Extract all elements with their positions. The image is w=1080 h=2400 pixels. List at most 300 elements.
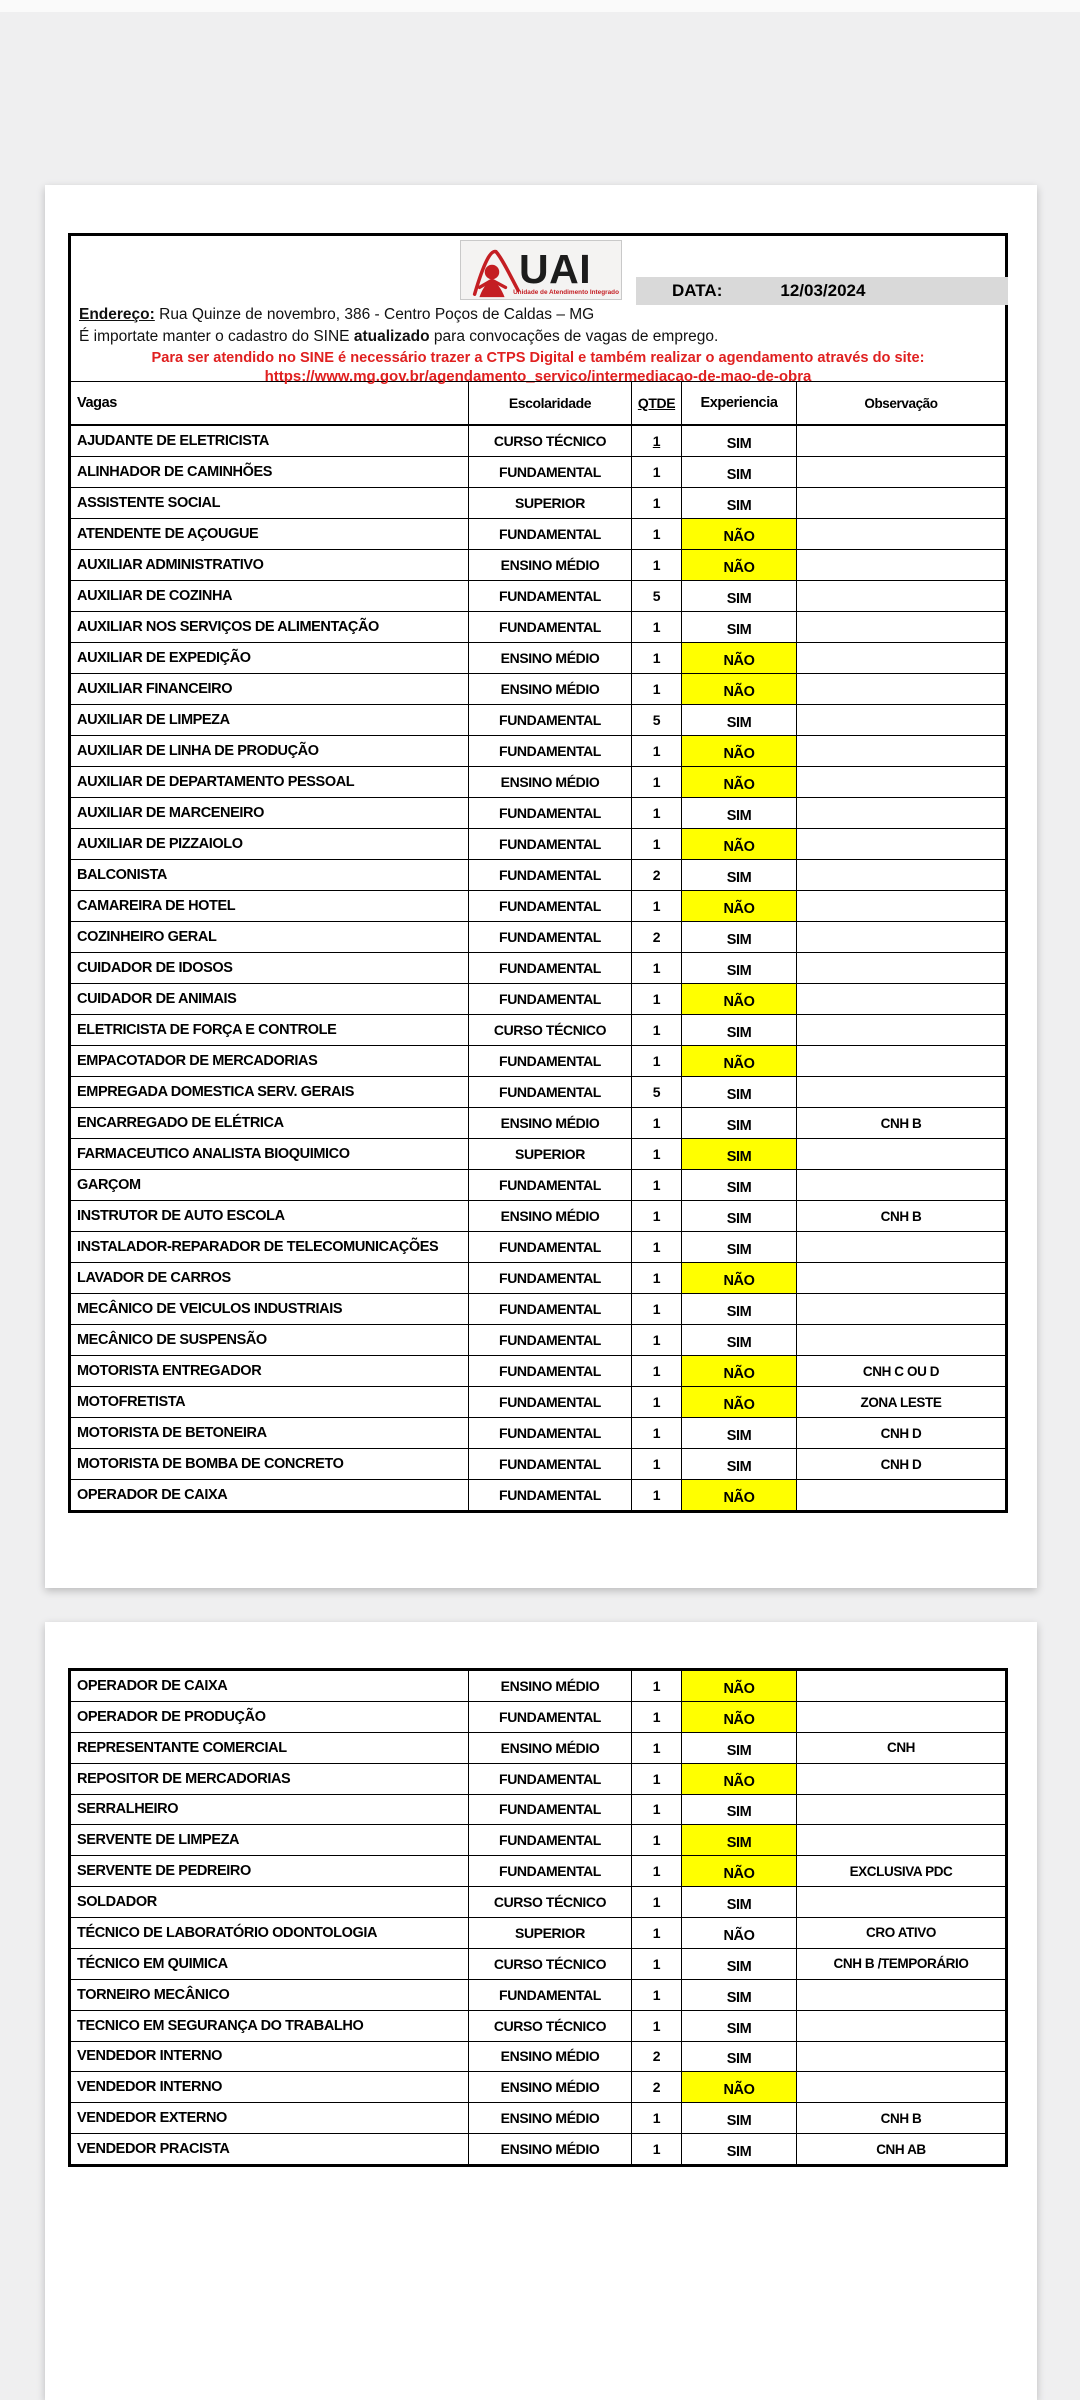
table-row — [71, 456, 1005, 487]
vacancy-name: CAMAREIRA DE HOTEL — [71, 891, 469, 921]
experience-cell: SIM — [682, 1201, 797, 1231]
address-label: Endereço: — [79, 306, 155, 323]
table-row — [71, 1262, 1005, 1293]
observation-cell: CRO ATIVO — [866, 1925, 936, 1941]
quantity-cell: 1 — [632, 1733, 682, 1763]
experience-cell: SIM — [682, 922, 797, 952]
vacancy-name: SERRALHEIRO — [71, 1795, 469, 1825]
table-row — [71, 642, 1005, 673]
quantity-cell: 1 — [632, 1356, 682, 1386]
experience-cell: SIM — [682, 860, 797, 890]
vacancy-name: SOLDADOR — [71, 1887, 469, 1917]
experience-cell: SIM — [682, 2011, 797, 2041]
uai-logo-tagline: Unidade de Atendimento Integrado — [513, 289, 619, 296]
education-cell: FUNDAMENTAL — [469, 984, 632, 1014]
vacancy-name: ASSISTENTE SOCIAL — [71, 488, 469, 518]
observation-cell — [797, 643, 1005, 673]
observation-cell — [797, 705, 1005, 735]
education-cell: FUNDAMENTAL — [469, 1418, 632, 1448]
quantity-cell: 1 — [632, 891, 682, 921]
observation-cell — [797, 1980, 1005, 2010]
observation-cell — [797, 829, 1005, 859]
observation-cell — [797, 1764, 1005, 1794]
education-cell: ENSINO MÉDIO — [469, 2134, 632, 2164]
quantity-cell: 1 — [632, 1856, 682, 1886]
observation-cell — [797, 519, 1005, 549]
table-row — [71, 1076, 1005, 1107]
experience-cell: SIM — [682, 612, 797, 642]
quantity-cell: 1 — [632, 1825, 682, 1855]
experience-cell: SIM — [682, 1108, 797, 1138]
education-cell: FUNDAMENTAL — [469, 1232, 632, 1262]
experience-cell: NÃO — [682, 891, 797, 921]
education-cell: ENSINO MÉDIO — [469, 2072, 632, 2102]
table-row — [71, 673, 1005, 704]
education-cell: CURSO TÉCNICO — [469, 1887, 632, 1917]
vacancy-name: COZINHEIRO GERAL — [71, 922, 469, 952]
quantity-cell: 1 — [632, 1108, 682, 1138]
observation-cell — [797, 736, 1005, 766]
vacancy-name: MOTORISTA DE BOMBA DE CONCRETO — [71, 1449, 469, 1479]
vacancy-name: VENDEDOR INTERNO — [71, 2042, 469, 2072]
experience-cell: NÃO — [682, 519, 797, 549]
education-cell: FUNDAMENTAL — [469, 1046, 632, 1076]
vacancy-name: LAVADOR DE CARROS — [71, 1263, 469, 1293]
quantity-cell: 1 — [632, 1949, 682, 1979]
vacancy-name: MOTOFRETISTA — [71, 1387, 469, 1417]
education-cell: ENSINO MÉDIO — [469, 2042, 632, 2072]
quantity-cell: 1 — [632, 1480, 682, 1510]
experience-cell: SIM — [682, 1294, 797, 1324]
experience-cell: NÃO — [682, 736, 797, 766]
table-row — [71, 1948, 1005, 1979]
experience-cell: NÃO — [682, 767, 797, 797]
table-row — [71, 1732, 1005, 1763]
observation-cell — [797, 1825, 1005, 1855]
quantity-cell: 1 — [632, 1918, 682, 1948]
vacancy-name: TECNICO EM SEGURANÇA DO TRABALHO — [71, 2011, 469, 2041]
vacancy-name: INSTRUTOR DE AUTO ESCOLA — [71, 1201, 469, 1231]
observation-cell — [797, 550, 1005, 580]
education-cell: FUNDAMENTAL — [469, 1856, 632, 1886]
quantity-cell: 1 — [632, 426, 682, 456]
quantity-cell: 1 — [632, 1418, 682, 1448]
education-cell: FUNDAMENTAL — [469, 891, 632, 921]
experience-cell: NÃO — [682, 1387, 797, 1417]
observation-cell: CNH B /TEMPORÁRIO — [833, 1956, 969, 1972]
quantity-cell: 1 — [632, 1201, 682, 1231]
experience-cell: NÃO — [682, 674, 797, 704]
education-cell: FUNDAMENTAL — [469, 953, 632, 983]
education-cell: SUPERIOR — [469, 488, 632, 518]
education-cell: CURSO TÉCNICO — [469, 426, 632, 456]
quantity-cell: 1 — [632, 2011, 682, 2041]
experience-cell: SIM — [682, 1139, 797, 1169]
education-cell: FUNDAMENTAL — [469, 1387, 632, 1417]
education-cell: ENSINO MÉDIO — [469, 1671, 632, 1701]
education-cell: ENSINO MÉDIO — [469, 767, 632, 797]
education-cell: FUNDAMENTAL — [469, 1825, 632, 1855]
vacancy-name: REPOSITOR DE MERCADORIAS — [71, 1764, 469, 1794]
vacancies-table-page2 — [68, 1668, 1008, 2167]
vacancy-name: SERVENTE DE PEDREIRO — [71, 1856, 469, 1886]
table-row — [71, 766, 1005, 797]
quantity-cell: 1 — [632, 519, 682, 549]
observation-cell — [797, 1139, 1005, 1169]
table-row — [71, 1045, 1005, 1076]
document-header — [71, 236, 1005, 385]
experience-cell: SIM — [682, 2103, 797, 2133]
experience-cell: NÃO — [682, 829, 797, 859]
quantity-cell: 1 — [632, 1980, 682, 2010]
experience-cell: SIM — [682, 1733, 797, 1763]
col-header-observacao: Observação — [864, 395, 938, 411]
observation-cell — [797, 1077, 1005, 1107]
experience-cell: SIM — [682, 2134, 797, 2164]
table-row — [71, 1014, 1005, 1045]
table-row — [71, 828, 1005, 859]
quantity-cell: 1 — [632, 1015, 682, 1045]
education-cell: FUNDAMENTAL — [469, 705, 632, 735]
quantity-cell: 1 — [632, 674, 682, 704]
document-page-1 — [45, 185, 1037, 1588]
education-cell: FUNDAMENTAL — [469, 922, 632, 952]
quantity-cell: 1 — [632, 1294, 682, 1324]
col-header-vagas: Vagas — [71, 382, 469, 424]
education-cell: FUNDAMENTAL — [469, 1702, 632, 1732]
education-cell: CURSO TÉCNICO — [469, 2011, 632, 2041]
quantity-cell: 1 — [632, 550, 682, 580]
vacancy-name: AUXILIAR DE COZINHA — [71, 581, 469, 611]
experience-cell: SIM — [682, 2042, 797, 2072]
experience-cell: SIM — [682, 798, 797, 828]
vacancy-name: TÉCNICO EM QUIMICA — [71, 1949, 469, 1979]
table-row — [71, 1855, 1005, 1886]
observation-cell: EXCLUSIVA PDC — [849, 1863, 953, 1879]
education-cell: CURSO TÉCNICO — [469, 1015, 632, 1045]
vacancy-name: OPERADOR DE PRODUÇÃO — [71, 1702, 469, 1732]
vacancy-name: OPERADOR DE CAIXA — [71, 1480, 469, 1510]
vacancy-name: ATENDENTE DE AÇOUGUE — [71, 519, 469, 549]
quantity-cell: 1 — [632, 767, 682, 797]
experience-cell: SIM — [682, 1325, 797, 1355]
quantity-cell: 1 — [632, 2134, 682, 2164]
quantity-cell: 1 — [632, 1046, 682, 1076]
quantity-cell: 1 — [632, 457, 682, 487]
table-row — [71, 1701, 1005, 1732]
quantity-cell: 5 — [632, 705, 682, 735]
vacancy-name: EMPREGADA DOMESTICA SERV. GERAIS — [71, 1077, 469, 1107]
experience-cell: SIM — [682, 1949, 797, 1979]
quantity-cell: 1 — [632, 953, 682, 983]
observation-cell — [797, 922, 1005, 952]
observation-cell — [797, 891, 1005, 921]
vacancy-name: SERVENTE DE LIMPEZA — [71, 1825, 469, 1855]
table-row — [71, 1886, 1005, 1917]
table-row — [71, 1293, 1005, 1324]
experience-cell: SIM — [682, 581, 797, 611]
table-row — [71, 859, 1005, 890]
vacancy-name: AUXILIAR DE LINHA DE PRODUÇÃO — [71, 736, 469, 766]
observation-cell — [797, 1702, 1005, 1732]
education-cell: FUNDAMENTAL — [469, 1356, 632, 1386]
vacancy-name: AUXILIAR NOS SERVIÇOS DE ALIMENTAÇÃO — [71, 612, 469, 642]
table-row — [71, 1448, 1005, 1479]
table-row — [71, 1324, 1005, 1355]
table-row — [71, 518, 1005, 549]
quantity-cell: 2 — [632, 860, 682, 890]
education-cell: FUNDAMENTAL — [469, 860, 632, 890]
date-label: DATA: — [672, 281, 723, 300]
col-header-experiencia: Experiencia — [682, 382, 797, 424]
table-row — [71, 704, 1005, 735]
observation-cell: CNH B — [880, 2110, 922, 2126]
table-row — [71, 983, 1005, 1014]
vacancy-name: VENDEDOR PRACISTA — [71, 2134, 469, 2164]
quantity-cell: 1 — [632, 2103, 682, 2133]
observation-cell: CNH D — [880, 1456, 922, 1472]
quantity-cell: 1 — [632, 1139, 682, 1169]
quantity-cell: 1 — [632, 612, 682, 642]
experience-cell: SIM — [682, 1077, 797, 1107]
education-cell: FUNDAMENTAL — [469, 1170, 632, 1200]
info-bold: atualizado — [353, 328, 430, 345]
info-line — [79, 328, 718, 346]
education-cell: FUNDAMENTAL — [469, 1263, 632, 1293]
vacancy-name: OPERADOR DE CAIXA — [71, 1671, 469, 1701]
table-row — [71, 1200, 1005, 1231]
education-cell: ENSINO MÉDIO — [469, 2103, 632, 2133]
table-row — [71, 1479, 1005, 1510]
table-row — [71, 1671, 1005, 1701]
info-post: para convocações de vagas de emprego. — [429, 328, 719, 345]
observation-cell — [797, 953, 1005, 983]
date-bar — [636, 277, 1008, 305]
experience-cell: NÃO — [682, 1046, 797, 1076]
education-cell: FUNDAMENTAL — [469, 1294, 632, 1324]
quantity-cell: 1 — [632, 1702, 682, 1732]
date-value: 12/03/2024 — [780, 281, 866, 300]
table-row — [71, 952, 1005, 983]
table-row — [71, 1824, 1005, 1855]
experience-cell: SIM — [682, 1418, 797, 1448]
education-cell: ENSINO MÉDIO — [469, 1733, 632, 1763]
table-row — [71, 2071, 1005, 2102]
quantity-cell: 1 — [632, 1387, 682, 1417]
experience-cell: NÃO — [682, 1918, 797, 1948]
table-row — [71, 426, 1005, 456]
table-row — [71, 921, 1005, 952]
col-header-escolaridade: Escolaridade — [469, 382, 632, 424]
vacancy-name: AUXILIAR DE LIMPEZA — [71, 705, 469, 735]
education-cell: ENSINO MÉDIO — [469, 674, 632, 704]
vacancy-name: CUIDADOR DE IDOSOS — [71, 953, 469, 983]
observation-cell: CNH D — [880, 1425, 922, 1441]
education-cell: FUNDAMENTAL — [469, 1449, 632, 1479]
vacancy-name: AUXILIAR DE EXPEDIÇÃO — [71, 643, 469, 673]
experience-cell: SIM — [682, 953, 797, 983]
experience-cell: SIM — [682, 1825, 797, 1855]
table-row — [71, 580, 1005, 611]
experience-cell: SIM — [682, 426, 797, 456]
observation-cell: CNH C OU D — [862, 1363, 940, 1379]
experience-cell: SIM — [682, 1980, 797, 2010]
uai-logo-text: UAI — [519, 246, 592, 292]
vacancies-table-page1 — [68, 233, 1008, 1513]
observation-cell — [797, 1325, 1005, 1355]
quantity-cell: 1 — [632, 1671, 682, 1701]
observation-cell: CNH AB — [876, 2141, 926, 2157]
table-row — [71, 611, 1005, 642]
quantity-cell: 1 — [632, 736, 682, 766]
education-cell: FUNDAMENTAL — [469, 1980, 632, 2010]
table-row — [71, 1763, 1005, 1794]
table-row — [71, 735, 1005, 766]
table-row — [71, 1917, 1005, 1948]
quantity-cell: 1 — [632, 1795, 682, 1825]
education-cell: FUNDAMENTAL — [469, 457, 632, 487]
observation-cell — [797, 2072, 1005, 2102]
quantity-cell: 1 — [632, 984, 682, 1014]
ctps-notice: Para ser atendido no SINE é necessário trazer a CTPS Digital e também realizar o agendamento através do site: — [151, 350, 925, 366]
table-row — [71, 2041, 1005, 2072]
observation-cell — [797, 1795, 1005, 1825]
vacancy-name: TÉCNICO DE LABORATÓRIO ODONTOLOGIA — [71, 1918, 469, 1948]
col-header-qtde: QTDE — [632, 382, 682, 424]
observation-cell — [797, 1046, 1005, 1076]
education-cell: FUNDAMENTAL — [469, 1325, 632, 1355]
experience-cell: NÃO — [682, 1764, 797, 1794]
vacancy-name: MOTORISTA DE BETONEIRA — [71, 1418, 469, 1448]
vacancy-rows-page1 — [71, 426, 1005, 1510]
experience-cell: NÃO — [682, 1480, 797, 1510]
observation-cell — [797, 2042, 1005, 2072]
table-row — [71, 2102, 1005, 2133]
vacancy-name: FARMACEUTICO ANALISTA BIOQUIMICO — [71, 1139, 469, 1169]
education-cell: FUNDAMENTAL — [469, 612, 632, 642]
table-row — [71, 1231, 1005, 1262]
observation-cell — [797, 426, 1005, 456]
observation-cell: CNH B — [880, 1115, 922, 1131]
quantity-cell: 5 — [632, 581, 682, 611]
education-cell: SUPERIOR — [469, 1139, 632, 1169]
quantity-cell: 1 — [632, 1263, 682, 1293]
vacancy-name: AUXILIAR DE PIZZAIOLO — [71, 829, 469, 859]
quantity-cell: 1 — [632, 1764, 682, 1794]
quantity-cell: 1 — [632, 829, 682, 859]
table-row — [71, 890, 1005, 921]
vacancy-name: EMPACOTADOR DE MERCADORIAS — [71, 1046, 469, 1076]
vacancy-rows-page2 — [71, 1671, 1005, 2164]
observation-cell — [797, 1480, 1005, 1510]
vacancy-name: MECÂNICO DE SUSPENSÃO — [71, 1325, 469, 1355]
experience-cell: SIM — [682, 1015, 797, 1045]
observation-cell — [797, 2011, 1005, 2041]
observation-cell — [797, 1294, 1005, 1324]
education-cell: ENSINO MÉDIO — [469, 643, 632, 673]
observation-cell — [797, 1015, 1005, 1045]
education-cell: ENSINO MÉDIO — [469, 1201, 632, 1231]
observation-cell — [797, 1263, 1005, 1293]
observation-cell — [797, 1671, 1005, 1701]
education-cell: ENSINO MÉDIO — [469, 1108, 632, 1138]
observation-cell — [797, 798, 1005, 828]
vacancy-name: VENDEDOR EXTERNO — [71, 2103, 469, 2133]
experience-cell: NÃO — [682, 1356, 797, 1386]
address-text: Rua Quinze de novembro, 386 - Centro Poços de Caldas – MG — [154, 306, 595, 323]
vacancy-name: AUXILIAR DE MARCENEIRO — [71, 798, 469, 828]
vacancy-name: AUXILIAR FINANCEIRO — [71, 674, 469, 704]
vacancy-name: MECÂNICO DE VEICULOS INDUSTRIAIS — [71, 1294, 469, 1324]
experience-cell: NÃO — [682, 984, 797, 1014]
observation-cell — [797, 1170, 1005, 1200]
education-cell: FUNDAMENTAL — [469, 736, 632, 766]
observation-cell — [797, 860, 1005, 890]
quantity-cell: 5 — [632, 1077, 682, 1107]
vacancy-name: AJUDANTE DE ELETRICISTA — [71, 426, 469, 456]
viewer-top-strip — [0, 0, 1080, 12]
vacancy-name: VENDEDOR INTERNO — [71, 2072, 469, 2102]
table-row — [71, 1138, 1005, 1169]
info-pre: É importate manter o cadastro do SINE — [79, 328, 354, 345]
experience-cell: NÃO — [682, 1856, 797, 1886]
education-cell: CURSO TÉCNICO — [469, 1949, 632, 1979]
experience-cell: SIM — [682, 705, 797, 735]
observation-cell — [797, 581, 1005, 611]
quantity-cell: 1 — [632, 1170, 682, 1200]
education-cell: FUNDAMENTAL — [469, 1795, 632, 1825]
experience-cell: SIM — [682, 457, 797, 487]
observation-cell — [797, 1232, 1005, 1262]
observation-cell — [797, 457, 1005, 487]
observation-cell: CNH — [886, 1740, 916, 1756]
uai-logo — [460, 240, 622, 300]
quantity-cell: 1 — [632, 1325, 682, 1355]
table-row — [71, 1417, 1005, 1448]
experience-cell: NÃO — [682, 643, 797, 673]
scheduling-link[interactable]: https://www.mg.gov.br/agendamento_servico/intermediacao-de-mao-de-obra — [264, 368, 812, 385]
quantity-cell: 1 — [632, 1449, 682, 1479]
education-cell: FUNDAMENTAL — [469, 581, 632, 611]
experience-cell: SIM — [682, 1232, 797, 1262]
vacancy-name: MOTORISTA ENTREGADOR — [71, 1356, 469, 1386]
table-row — [71, 1979, 1005, 2010]
table-row — [71, 2010, 1005, 2041]
vacancy-name: ENCARREGADO DE ELÉTRICA — [71, 1108, 469, 1138]
table-row — [71, 2133, 1005, 2164]
education-cell: FUNDAMENTAL — [469, 1764, 632, 1794]
table-row — [71, 487, 1005, 518]
vacancy-name: ELETRICISTA DE FORÇA E CONTROLE — [71, 1015, 469, 1045]
education-cell: ENSINO MÉDIO — [469, 550, 632, 580]
table-row — [71, 1169, 1005, 1200]
education-cell: SUPERIOR — [469, 1918, 632, 1948]
table-row — [71, 1355, 1005, 1386]
document-page-2 — [45, 1622, 1037, 2400]
vacancy-name: BALCONISTA — [71, 860, 469, 890]
education-cell: FUNDAMENTAL — [469, 1480, 632, 1510]
observation-cell — [797, 488, 1005, 518]
address-line — [79, 306, 594, 324]
quantity-cell: 2 — [632, 2042, 682, 2072]
table-row — [71, 549, 1005, 580]
observation-cell — [797, 674, 1005, 704]
experience-cell: NÃO — [682, 1671, 797, 1701]
quantity-cell: 2 — [632, 922, 682, 952]
experience-cell: SIM — [682, 1795, 797, 1825]
table-row — [71, 797, 1005, 828]
experience-cell: NÃO — [682, 1702, 797, 1732]
